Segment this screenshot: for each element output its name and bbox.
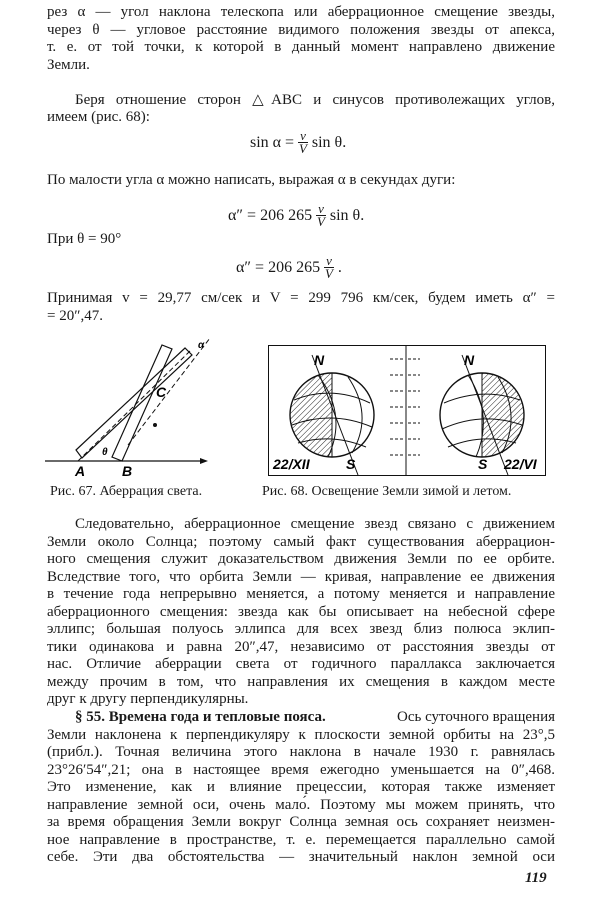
text-line: 23°26′54″,21; она в настоящее время ежегодно уменьшается на 0″,468. (47, 762, 555, 778)
text-line: По малости угла α можно написать, выражая α в секундах дуги: (47, 172, 456, 188)
figure-68-earth-illumination (268, 345, 548, 477)
text-line: Беря отношение сторон △ABC и синусов противолежащих углов, (75, 92, 555, 108)
text-line: = 20″,47. (47, 308, 103, 324)
dashed-line (78, 351, 190, 461)
formula-lhs: α″ = 206 265 (236, 258, 321, 276)
numerator: v (318, 201, 324, 216)
label-c: C (156, 384, 167, 400)
label-south-summer: S (478, 456, 488, 472)
formula-alpha-seconds (228, 203, 364, 228)
label-north-summer: N (464, 352, 475, 368)
text-line: в течение года непрерывно меняется, а потому меняется и направление (47, 586, 555, 602)
text-line: ное направление в пространстве, т. е. перемещается параллельно самой (47, 832, 555, 848)
text-line: Земли наклонена к перпендикуляру к плоскости земной орбиты на 23°,5 (47, 727, 555, 743)
text-line: имеем (рис. 68): (47, 109, 150, 125)
denominator: V (324, 266, 333, 281)
denominator: V (298, 141, 307, 156)
figure-67-caption: Рис. 67. Аберрация света. (50, 484, 203, 499)
formula-rhs: sin θ. (329, 206, 365, 224)
text-line: направление земной оси, очень мало́. Поэтому мы можем принять, что (47, 797, 555, 813)
text-line: между прочим в том, что направления их смещения в каждом месте (47, 674, 555, 690)
fraction (316, 203, 326, 228)
fraction (324, 255, 334, 280)
page-number: 119 (525, 870, 547, 886)
label-theta: θ (102, 447, 108, 458)
text-line: Следовательно, аберрационное смещение звезд связано с движением (75, 516, 555, 532)
denominator: V (316, 214, 325, 229)
text-fragment: Ось суточного вращения (396, 709, 555, 725)
text-line: Земли около Солнца; поэтому самый факт существования аберрацион- (47, 534, 555, 550)
formula-lhs: sin α = (250, 133, 295, 151)
text-line: нас. Отличие аберрации света от годичного параллакса заключается (47, 656, 555, 672)
section-heading-line (75, 709, 555, 726)
label-date-summer: 22/VI (504, 456, 537, 472)
text-line: рез α — угол наклона телескопа или аберрационное смещение звезды, (47, 4, 555, 20)
numerator: v (300, 128, 306, 143)
figure-67-aberration-diagram (40, 333, 220, 478)
formula-alpha-max (236, 255, 342, 280)
arrowhead-icon (200, 458, 208, 464)
telescope-aperture (112, 345, 172, 461)
text-line: Это изменение, как и влияние прецессии, которая также изменяет (47, 779, 555, 795)
label-b: B (122, 463, 133, 478)
label-date-winter: 22/XII (273, 456, 310, 472)
formula-rhs: . (337, 258, 342, 276)
text-line: тики одинакова и равна 20″,47, независимо от расстояния звезды от (47, 639, 555, 655)
formula-rhs: sin θ. (311, 133, 347, 151)
telescope-tilted (76, 348, 192, 458)
text-line: (прибл.). Точная величина этого наклона в начале 1930 г. равнялась (47, 744, 555, 760)
sun-rays (390, 359, 420, 455)
light-point (153, 423, 157, 427)
label-a: A (75, 463, 86, 478)
label-south-winter: S (346, 456, 356, 472)
fraction (298, 130, 308, 155)
numerator: v (326, 253, 332, 268)
text-line: через θ — угловое расстояние видимого положения звезды от апекса, (47, 22, 555, 38)
label-north-winter: N (314, 352, 325, 368)
text-line: Земли. (47, 57, 90, 73)
text-line: ного смещения служит доказательством движения Земли по ее орбите. (47, 551, 555, 567)
text-line: При θ = 90° (47, 231, 122, 247)
text-line: аберрационного смещения: звезда как бы описывает на небесной сфере (47, 604, 555, 620)
text-line: эллипс; большая полуось эллипса для всех звезд близ полюса эклип- (47, 621, 555, 637)
label-alpha: α (198, 340, 205, 351)
dashed-line (128, 338, 210, 445)
text-line: Вследствие того, что орбита Земли — кривая, направление ее движения (47, 569, 555, 585)
formula-lhs: α″ = 206 265 (228, 206, 313, 224)
figure-68-caption: Рис. 68. Освещение Земли зимой и летом. (262, 484, 512, 499)
text-line: друг к другу перпендикулярны. (47, 691, 249, 707)
text-line: Принимая v = 29,77 см/сек и V = 299 796 км/сек, будем иметь α″ = (47, 290, 555, 306)
formula-sin-alpha (250, 130, 346, 155)
text-line: т. е. от той точки, к которой в данный момент направлено движение (47, 39, 555, 55)
section-heading: § 55. Времена года и тепловые пояса. (75, 709, 326, 725)
text-line: себе. Эти два обстоятельства — значительный наклон земной оси (47, 849, 555, 865)
text-line: за время обращения Земли вокруг Солнца земная ось сохраняет неизмен- (47, 814, 555, 830)
